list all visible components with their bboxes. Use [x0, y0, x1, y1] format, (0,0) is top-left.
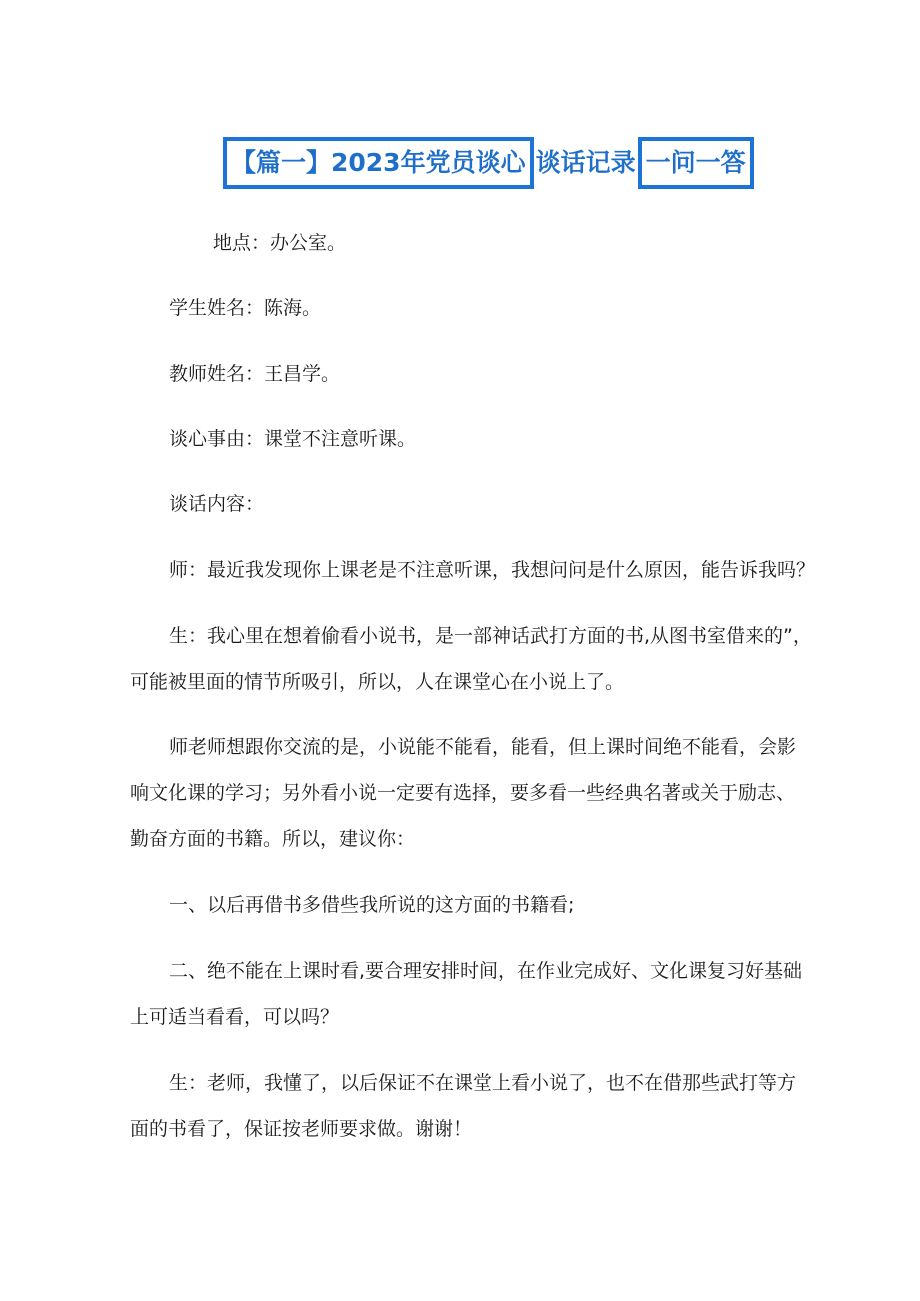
dialogue-line: 勤奋方面的书籍。所以，建议你：: [130, 828, 416, 850]
dialogue-line: 面的书看了，保证按老师要求做。谢谢！: [130, 1118, 473, 1140]
content-heading: 谈话内容：: [169, 493, 265, 515]
dialogue-line: 响文化课的学习；另外看小说一定要有选择，要多看一些经典名著或关于励志、: [130, 782, 796, 804]
dialogue-line: 师老师想跟你交流的是，小说能不能看，能看，但上课时间绝不能看，会影: [169, 736, 797, 758]
dialogue-line: 上可适当看看，可以吗？: [130, 1006, 340, 1028]
document-title: [223, 137, 754, 189]
dialogue-line: 二、绝不能在上课时看,要合理安排时间，在作业完成好、文化课复习好基础: [169, 960, 803, 982]
dialogue-line: 生：我心里在想着偷看小说书，是一部神话武打方面的书,从图书室借来的”，: [169, 625, 812, 647]
title-part-3: 一问一答: [638, 137, 754, 189]
title-part-1: 【篇一】2023年党员谈心: [223, 137, 534, 189]
dialogue-line: 可能被里面的情节所吸引，所以，人在课堂心在小说上了。: [130, 671, 625, 693]
teacher-name-line: 教师姓名：王昌学。: [169, 363, 341, 385]
dialogue-line: 一、以后再借书多借些我所说的这方面的书籍看;: [169, 894, 575, 916]
location-line: 地点：办公室。: [213, 232, 347, 254]
dialogue-line: 生：老师，我懂了，以后保证不在课堂上看小说了，也不在借那些武打等方: [169, 1072, 797, 1094]
title-part-2: 谈话记录: [534, 137, 638, 189]
reason-line: 谈心事由：课堂不注意听课。: [169, 428, 417, 450]
dialogue-line: 师：最近我发现你上课老是不注意听课，我想问问是什么原因，能告诉我吗？: [169, 559, 816, 581]
student-name-line: 学生姓名：陈海。: [169, 297, 322, 319]
